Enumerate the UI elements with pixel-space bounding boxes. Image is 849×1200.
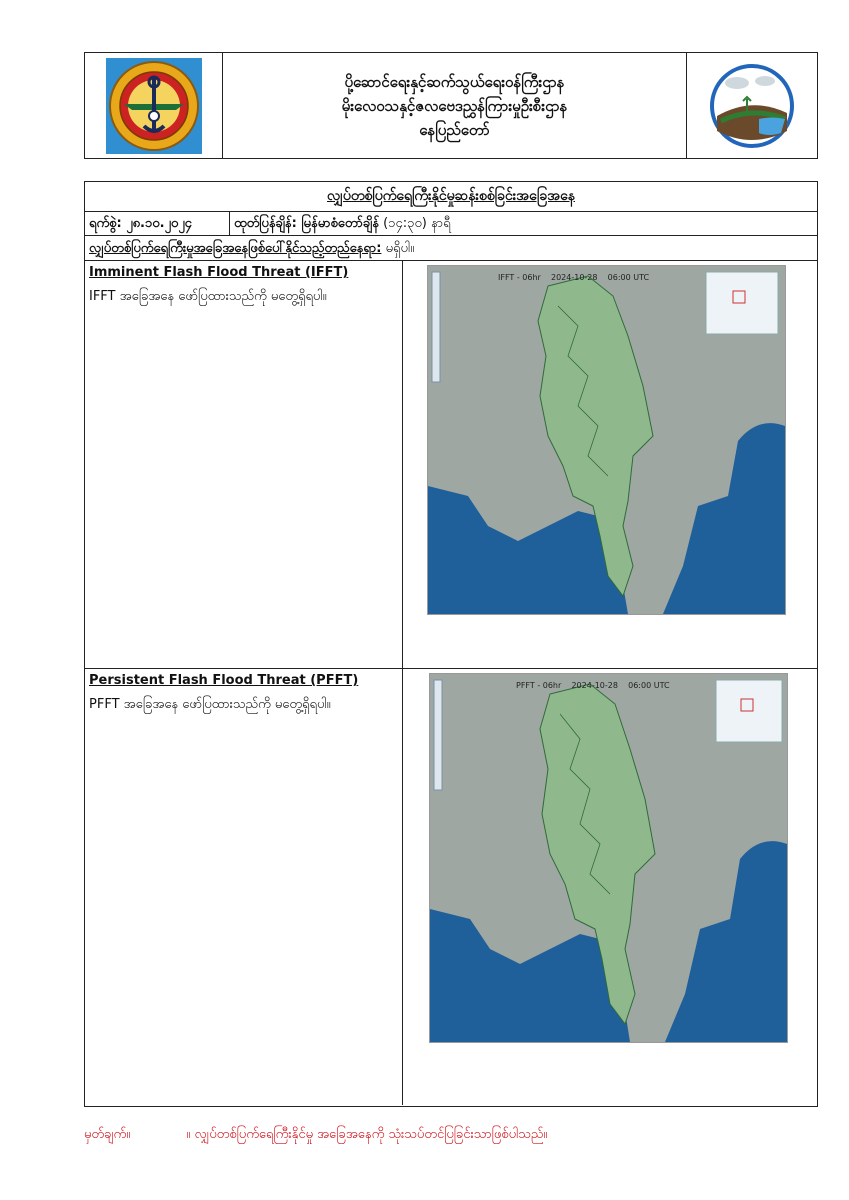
ifft-map (427, 265, 786, 615)
header-line-3: နေပြည်တော် (419, 120, 490, 139)
pfft-map-title: PFFT - 06hr 2024-10-28 06:00 UTC (516, 681, 670, 690)
pfft-map-cell (403, 669, 817, 1105)
note-label: မှတ်ချက်။ (84, 1127, 131, 1142)
pfft-section (85, 669, 817, 1105)
pfft-heading: Persistent Flash Flood Threat (PFFT) (89, 673, 359, 688)
hydrology-logo-icon (707, 61, 797, 151)
ifft-section (85, 261, 817, 669)
ministry-emblem-icon (104, 56, 204, 156)
footer-note (84, 1126, 547, 1145)
issue-value: (၁၄:၃၀) နာရီ (383, 216, 451, 231)
header-line-1: ပို့ဆောင်ရေးနှင့်ဆက်သွယ်ရေးဝန်ကြီးဌာန (344, 72, 565, 91)
affected-area-row (85, 236, 817, 261)
date-row (85, 212, 817, 236)
date-value: ၂၈.၁၀.၂၀၂၄ (126, 216, 192, 231)
ifft-map-cell (403, 261, 817, 668)
pfft-map-image (430, 674, 787, 1042)
ifft-map-image (428, 266, 785, 614)
issue-label: ထုတ်ပြန်ချိန်: မြန်မာစံတော်ချိန် (234, 216, 379, 231)
report-table (84, 181, 818, 1107)
note-text: ။ လျှပ်တစ်ပြက်ရေကြီးနိုင်မှု အခြေအနေကို သုံးသပ်တင်ပြခြင်းသာဖြစ်ပါသည်။ (186, 1127, 548, 1142)
ministry-logo-cell (85, 53, 223, 158)
date-cell (85, 212, 230, 235)
ifft-description: IFFT အခြေအနေ ဖော်ပြထားသည်ကို မတွေ့ရှိရပါ။ (89, 289, 327, 304)
ifft-map-title: IFFT - 06hr 2024-10-28 06:00 UTC (498, 273, 650, 282)
affected-area-value: မရှိပါ။ (385, 241, 415, 256)
header-table (84, 52, 818, 159)
pfft-description: PFFT အခြေအနေ ဖော်ပြထားသည်ကို မတွေ့ရှိရပါ။ (89, 697, 331, 712)
dmh-logo-cell (687, 53, 817, 158)
ifft-heading: Imminent Flash Flood Threat (IFFT) (89, 265, 349, 280)
date-label: ရက်စွဲ: (89, 216, 122, 231)
ifft-text-cell (85, 261, 403, 668)
header-line-2: မိုးလေဝသနှင့်ဇလဗေဒညွှန်ကြားမှုဦးစီးဌာန (341, 96, 568, 115)
pfft-map (429, 673, 788, 1043)
pfft-text-cell (85, 669, 403, 1105)
header-title-block (223, 53, 687, 158)
affected-area-label: လျှပ်တစ်ပြက်ရေကြီးမှုအခြေအနေဖြစ်ပေါ်နိုင်သည့်တည်နေရာ: (89, 241, 382, 256)
report-title: လျှပ်တစ်ပြက်ရေကြီးနိုင်မှုဆန်းစစ်ခြင်းအခြေအနေ (85, 182, 817, 212)
issue-time-cell (230, 212, 817, 235)
